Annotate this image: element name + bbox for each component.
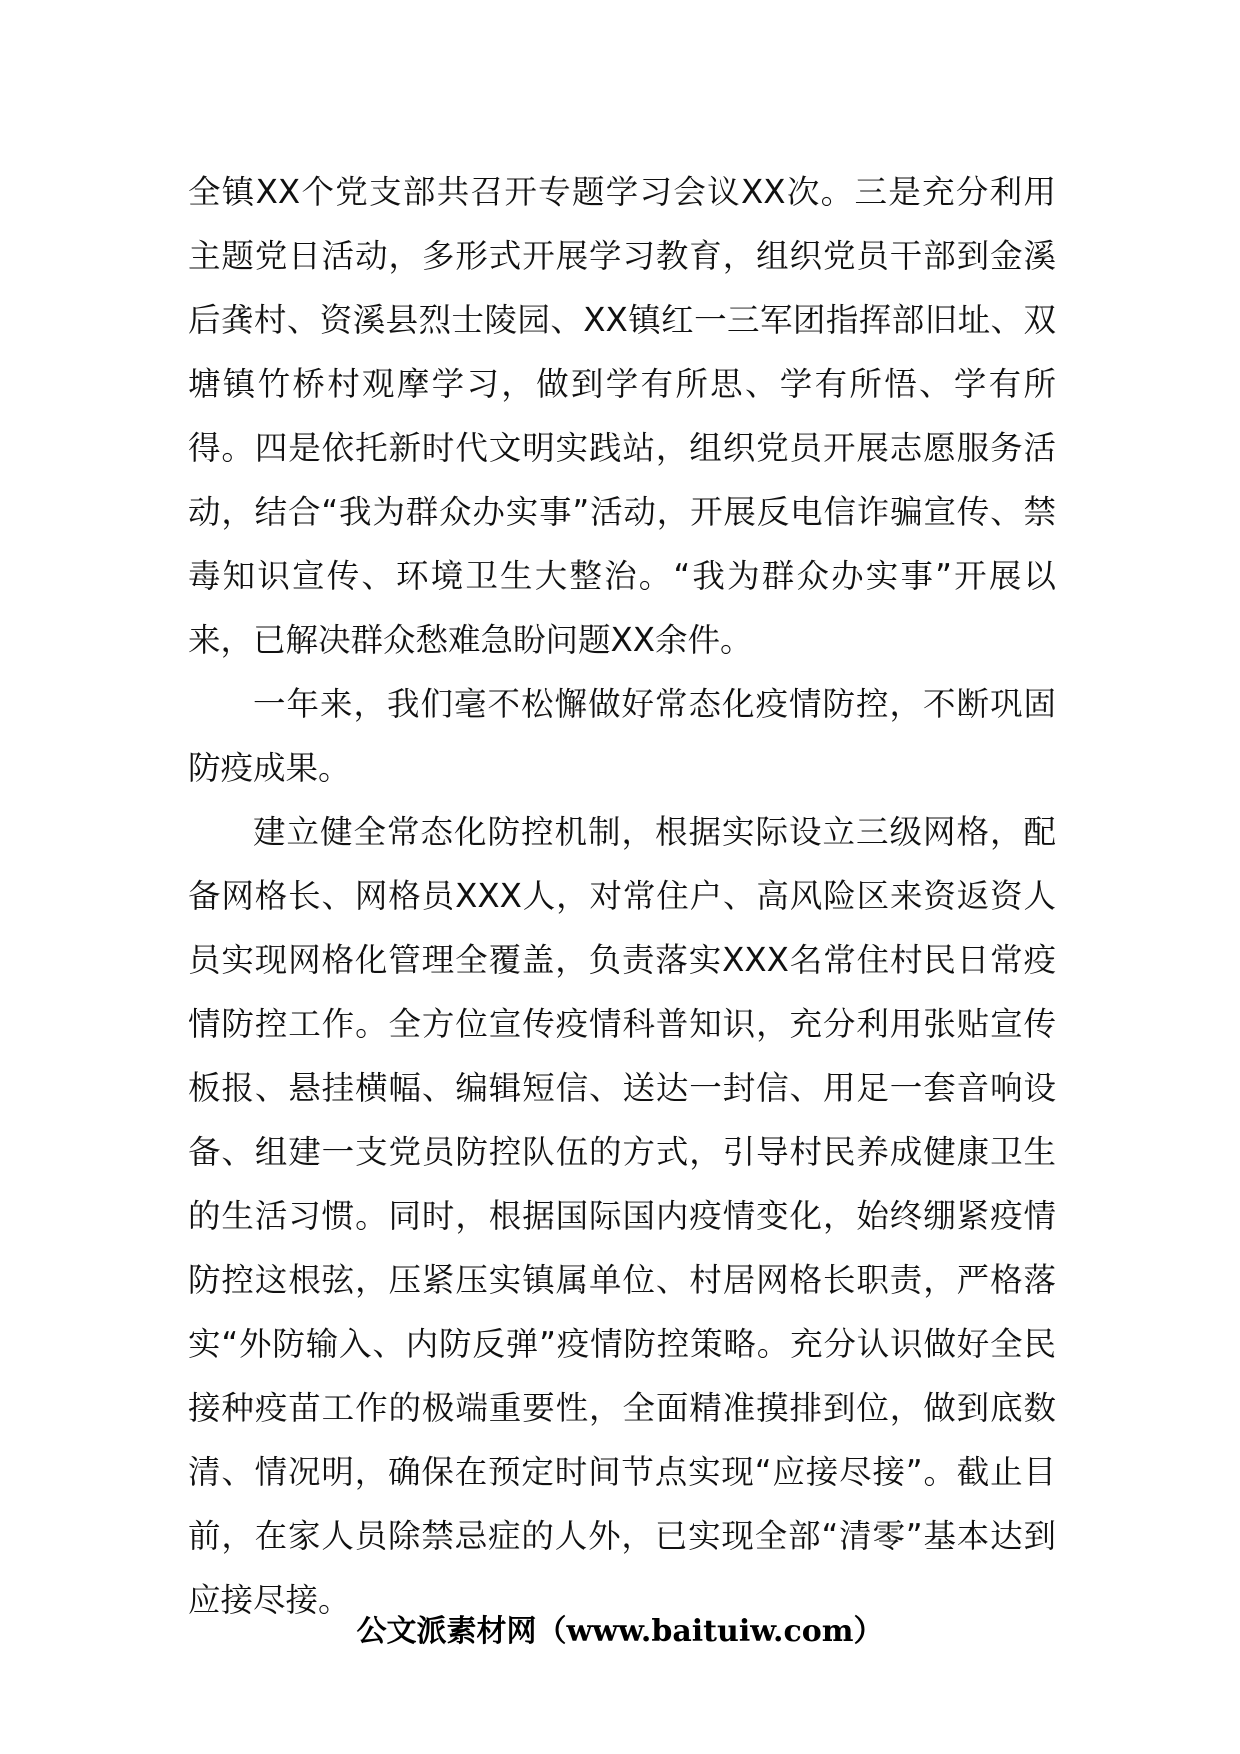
paragraph-1: 全镇XX个党支部共召开专题学习会议XX次。三是充分利用主题党日活动，多形式开展学习教育，组织党员干部到金溪后龚村、资溪县烈士陵园、XX镇红一三军团指挥部旧址、双塘镇竹桥村观摩学习，做到学有所思、学有所悟、学有所得。四是依托新时代文明实践站，组织党员开展志愿服务活动，结合“我为群众办实事”活动，开展反电信诈骗宣传、禁毒知识宣传、环境卫生大整治。“我为群众办实事”开展以来，已解决群众愁难急盼问题XX余件。: [188, 173, 1056, 659]
footer-watermark-text: 公文派素材网（www.baituiw.com）: [356, 1614, 884, 1649]
paragraph-2: 一年来，我们毫不松懈做好常态化疫情防控，不断巩固防疫成果。: [188, 685, 1056, 787]
body-text: [188, 160, 1056, 1632]
paragraph-3: 建立健全常态化防控机制，根据实际设立三级网格，配备网格长、网格员XXX人，对常住户、高风险区来资返资人员实现网格化管理全覆盖，负责落实XXX名常住村民日常疫情防控工作。全方位宣传疫情科普知识，充分利用张贴宣传板报、悬挂横幅、编辑短信、送达一封信、用足一套音响设备、组建一支党员防控队伍的方式，引导村民养成健康卫生的生活习惯。同时，根据国际国内疫情变化，始终绷紧疫情防控这根弦，压紧压实镇属单位、村居网格长职责，严格落实“外防输入、内防反弹”疫情防控策略。充分认识做好全民接种疫苗工作的极端重要性，全面精准摸排到位，做到底数清、情况明，确保在预定时间节点实现“应接尽接”。截止目前，在家人员除禁忌症的人外，已实现全部“清零”基本达到应接尽接。: [188, 813, 1056, 1619]
